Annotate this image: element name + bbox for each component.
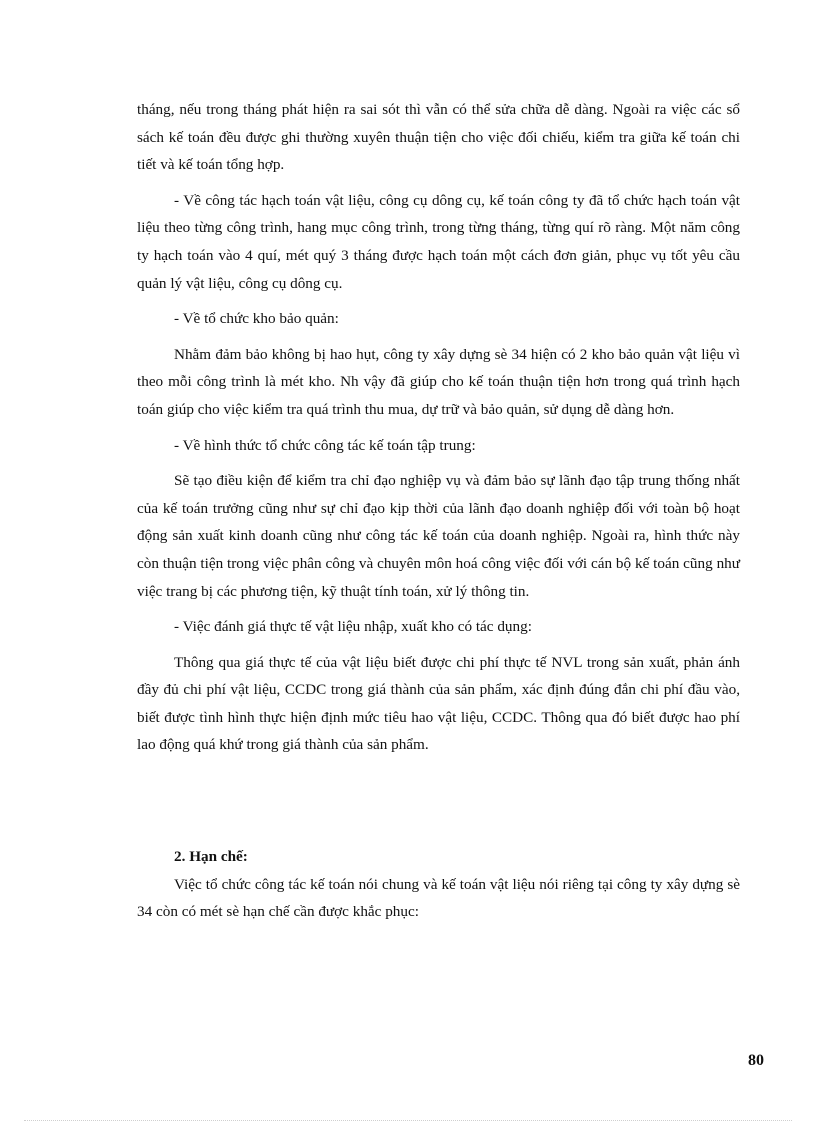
section-heading-wrapper bbox=[137, 843, 740, 871]
page-body bbox=[137, 96, 740, 926]
paragraph-valuation-body: Thông qua giá thực tế của vật liệu biết được chi phí thực tế NVL trong sản xuất, phản ánh đầy đủ chi phí vật liệu, CCDC trong giá thành của sản phẩm, xác định đúng đắn chi phí đầu vào, biết được tình hình thực hiện định mức tiêu hao vật liệu, CCDC. Thông qua đó biết được hao phí lao động quá khứ trong giá thành của sản phẩm. bbox=[137, 653, 740, 754]
paragraph-warehouse-body: Nhằm đảm bảo không bị hao hụt, công ty xây dựng sè 34 hiện có 2 kho bảo quản vật liệu vì theo mỗi công trình là mét kho. Nh vậy đã giúp cho kế toán thuận tiện hơn trong quá trình hạch toán giúp cho việc kiểm tra quá trình thu mua, dự trữ và bảo quản, sử dụng dễ dàng hơn. bbox=[137, 345, 740, 418]
paragraph-materials-accounting: - Về công tác hạch toán vật liệu, công cụ dông cụ, kế toán công ty đã tổ chức hạch toán vật liệu theo từng công trình, hang mục công trình, trong từng tháng, từng quí rõ ràng. Một năm công ty hạch toán vào 4 quí, mét quý 3 tháng được hạch toán một cách đơn giản, phục vụ tốt yêu cầu quản lý vật liệu, công cụ dông cụ. bbox=[137, 191, 740, 292]
paragraph-continuation: tháng, nếu trong tháng phát hiện ra sai sót thì vẫn có thể sửa chữa dễ dàng. Ngoài ra việc các sổ sách kế toán đều được ghi thường xuyên thuận tiện cho việc đối chiếu, kiểm tra giữa kế toán chi tiết và kế toán tổng hợp. bbox=[137, 101, 740, 174]
paragraph-centralized-body: Sẽ tạo điều kiện để kiểm tra chỉ đạo nghiệp vụ và đảm bảo sự lãnh đạo tập trung thống nhất của kế toán trưởng cũng như sự chỉ đạo kịp thời của lãnh đạo doanh nghiệp đối với toàn bộ hoạt động sản xuất kinh doanh cũng như công tác kế toán của doanh nghiệp. Ngoài ra, hình thức này còn thuận tiện trong việc phân công và chuyên môn hoá công việc đối với cán bộ kế toán cũng như việc trang bị các phương tiện, kỹ thuật tính toán, xử lý thông tin. bbox=[137, 472, 740, 600]
section-heading: 2. Hạn chế: bbox=[174, 848, 248, 866]
paragraph-limitations: Việc tổ chức công tác kế toán nói chung và kế toán vật liệu nói riêng tại công ty xây dựng sè 34 còn có mét sè hạn chế cần được khắc phục: bbox=[137, 875, 740, 921]
page-number: 80 bbox=[748, 1052, 764, 1069]
paragraph-valuation-heading: - Việc đánh giá thực tế vật liệu nhập, xuất kho có tác dụng: bbox=[174, 618, 532, 636]
paragraph-centralized-heading: - Về hình thức tổ chức công tác kế toán tập trung: bbox=[174, 436, 476, 454]
page-bottom-divider bbox=[24, 1120, 792, 1121]
paragraph-warehouse-heading: - Về tổ chức kho bảo quản: bbox=[174, 310, 339, 328]
